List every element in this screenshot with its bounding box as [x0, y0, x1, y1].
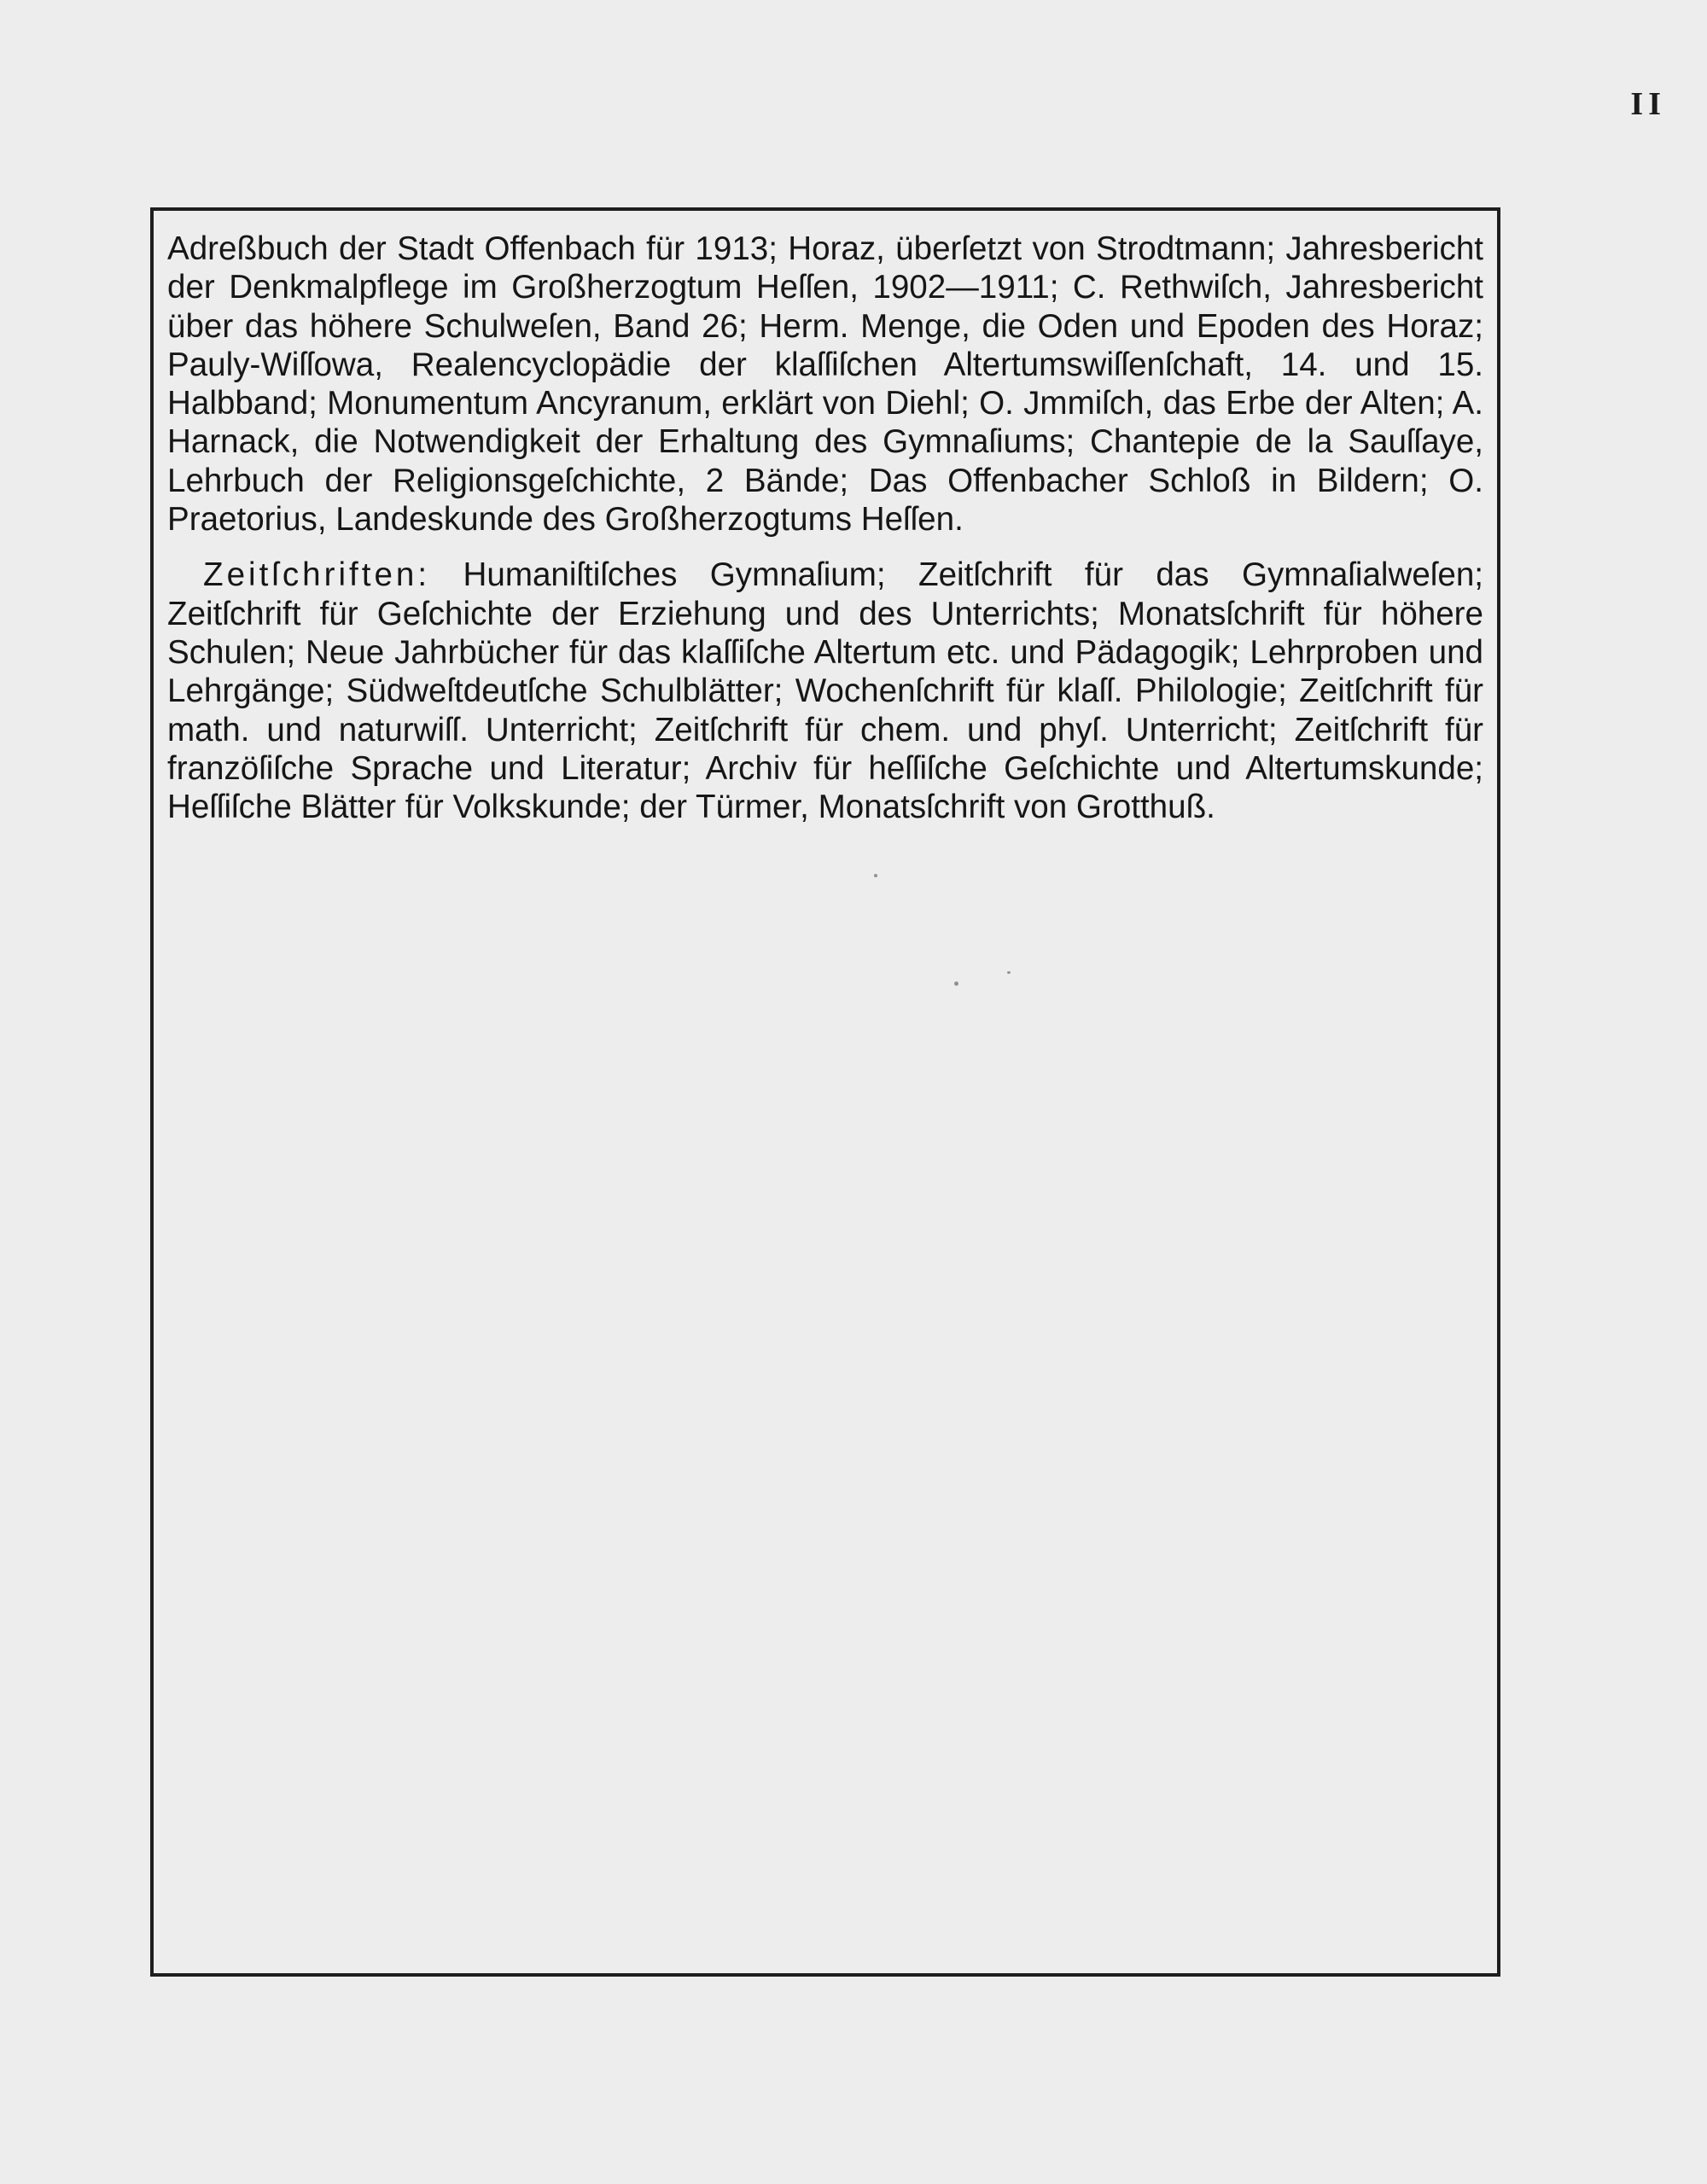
text-frame: [150, 207, 1500, 1977]
page-number: II: [1630, 86, 1666, 122]
paper-speck: [1007, 971, 1011, 974]
periodicals-heading: Zeitſchriften:: [203, 556, 431, 594]
periodicals-paragraph: [167, 556, 1483, 826]
paper-speck: [954, 981, 958, 986]
paper-speck: [874, 874, 877, 877]
bibliography-paragraph: Adreßbuch der Stadt Offenbach für 1913; Horaz, überſetzt von Strodtmann; Jahresbericht der Denkmalpflege im Großherzogtum Heſſen, 1902—1911; C. Rethwiſch, Jahresbericht über das höhere Schulweſen, Band 26; Herm. Menge, die Oden und Epoden des Horaz; Pauly-Wiſſowa, Realencyclopädie der klaſſiſchen Altertumswiſſenſchaft, 14. und 15. Halbband; Monumentum Ancyranum, erklärt von Diehl; O. Jmmiſch, das Erbe der Alten; A. Harnack, die Notwendigkeit der Erhaltung des Gymnaſiums; Chantepie de la Sauſſaye, Lehrbuch der Religionsgeſchichte, 2 Bände; Das Offenbacher Schloß in Bildern; O. Praetorius, Landeskunde des Großherzogtums Heſſen.: [167, 230, 1483, 539]
periodicals-list: Humaniſtiſches Gymnaſium; Zeitſchrift für das Gymnaſialweſen; Zeitſchrift für Geſchichte der Erziehung und des Unterrichts; Monatsſchrift für höhere Schulen; Neue Jahrbücher für das klaſſiſche Altertum etc. und Pädagogik; Lehrproben und Lehrgänge; Südweſtdeutſche Schulblätter; Wochenſchrift für klaſſ. Philologie; Zeitſchrift für math. und naturwiſſ. Unterricht; Zeitſchrift für chem. und phyſ. Unterricht; Zeitſchrift für franzöſiſche Sprache und Literatur; Archiv für heſſiſche Geſchichte und Altertumskunde; Heſſiſche Blätter für Volkskunde; der Türmer, Monatsſchrift von Grotthuß.: [167, 556, 1483, 826]
